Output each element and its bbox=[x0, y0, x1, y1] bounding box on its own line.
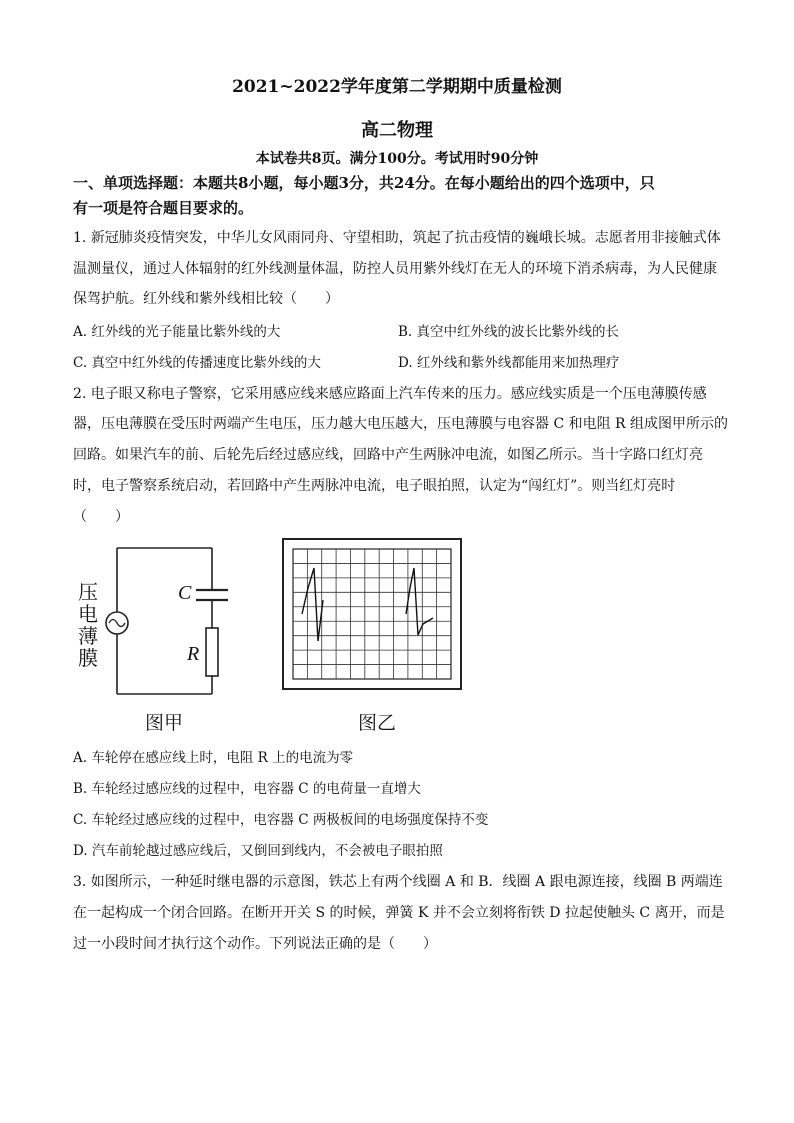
device-label-char: 薄 bbox=[78, 624, 98, 648]
device-label-char: 膜 bbox=[78, 646, 98, 670]
subject-title: 高二物理 bbox=[361, 120, 433, 141]
capacitor-label: C bbox=[178, 582, 192, 604]
q2-line3: 回路。如果汽车的前、后轮先后经过感应线，回路中产生两脉冲电流，如图乙所示。当十字路口红灯亮 bbox=[73, 447, 703, 463]
q2-line2: 器，压电薄膜在受压时两端产生电压，压力越大电压越大，压电薄膜与电容器 C 和电阻 R 组成图甲所示的 bbox=[73, 416, 729, 432]
section-heading-line1: 一、单项选择题：本题共8小题，每小题3分，共24分。在每小题给出的四个选项中，只 bbox=[73, 174, 655, 192]
q2-option-a: A. 车轮停在感应线上时，电阻 R 上的电流为零 bbox=[73, 750, 354, 766]
q3-line2: 在一起构成一个闭合回路。在断开开关 S 的时候，弹簧 K 并不会立刻将衔铁 D 拉起使触头 C 离开，而是 bbox=[73, 905, 725, 921]
q2-option-d: D. 汽车前轮越过感应线后，又倒回到线内，不会被电子眼拍照 bbox=[73, 843, 443, 859]
q3-line1: 3. 如图所示，一种延时继电器的示意图，铁芯上有两个线圈 A 和 B．线圈 A 跟电源连接，线圈 B 两端连 bbox=[73, 874, 723, 890]
q1-line3: 保驾护航。红外线和紫外线相比较（ ） bbox=[73, 291, 339, 307]
q1-option-b: B. 真空中红外线的波长比紫外线的长 bbox=[398, 324, 620, 340]
circuit-diagram bbox=[75, 540, 245, 710]
device-label-char: 电 bbox=[78, 602, 98, 626]
q1-option-d: D. 红外线和紫外线都能用来加热理疗 bbox=[398, 355, 620, 371]
q1-option-a: A. 红外线的光子能量比紫外线的大 bbox=[73, 324, 281, 340]
resistor bbox=[206, 628, 218, 676]
exam-title: 2021~2022学年度第二学期期中质量检测 bbox=[232, 77, 562, 97]
q1-line2: 温测量仪，通过人体辐射的红外线测量体温，防控人员用紫外线灯在无人的环境下消杀病毒，为人民健康 bbox=[73, 261, 717, 277]
q1-option-c: C. 真空中红外线的传播速度比紫外线的大 bbox=[73, 355, 321, 371]
caption-figure-b: 图乙 bbox=[358, 712, 397, 734]
q1-line1: 1. 新冠肺炎疫情突发，中华儿女风雨同舟、守望相助，筑起了抗击疫情的巍峨长城。志愿者用非接触式体 bbox=[73, 230, 721, 246]
device-label-char: 压 bbox=[78, 580, 98, 604]
device-label bbox=[78, 581, 98, 669]
section-heading-line2: 有一项是符合题目要求的。 bbox=[73, 199, 254, 217]
q2-option-c: C. 车轮经过感应线的过程中，电容器 C 两极板间的电场强度保持不变 bbox=[73, 812, 489, 828]
q2-line4: 时，电子警察系统启动，若回路中产生两脉冲电流，电子眼拍照，认定为“闯红灯”。则当红灯亮时 bbox=[73, 478, 676, 494]
q2-line1: 2. 电子眼又称电子警察，它采用感应线来感应路面上汽车传来的压力。感应线实质是一个压电薄膜传感 bbox=[73, 386, 707, 402]
caption-figure-a: 图甲 bbox=[145, 712, 184, 734]
q2-line5: （ ） bbox=[73, 509, 129, 525]
q3-line3: 过一小段时间才执行这个动作。下列说法正确的是（ ） bbox=[73, 936, 437, 952]
exam-note: 本试卷共8页。满分100分。考试用时90分钟 bbox=[255, 151, 539, 167]
resistor-label: R bbox=[187, 643, 200, 665]
oscilloscope-figure bbox=[282, 538, 462, 690]
q2-option-b: B. 车轮经过感应线的过程中，电容器 C 的电荷量一直增大 bbox=[73, 781, 421, 797]
